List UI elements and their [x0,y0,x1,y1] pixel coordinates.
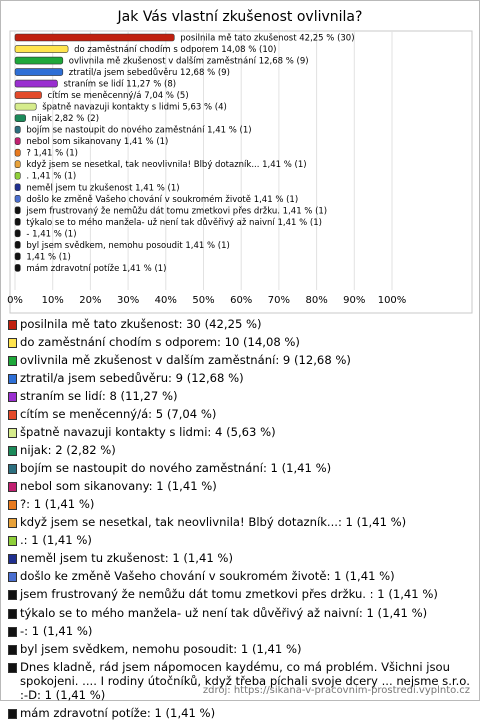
legend-item [8,642,474,656]
bar [15,34,174,41]
legend-swatch [8,320,17,330]
bar [15,115,26,122]
legend-label: nebol som sikanovany: 1 (1,41 %) [20,479,217,494]
legend-label: mám zdravotní potíže: 1 (1,41 %) [20,706,216,721]
bar [15,253,20,260]
legend-item [8,371,474,385]
legend-swatch [8,627,17,637]
x-tick-label: 100% [377,295,407,306]
legend-swatch [8,356,17,366]
legend-item [8,443,474,457]
legend-item [8,569,474,583]
bar [15,126,20,133]
bar [15,195,20,202]
bar-label: mám zdravotní potíže 1,41 % (1) [26,263,167,274]
legend-swatch [8,446,17,456]
bar-label: - 1,41 % (1) [26,229,77,240]
bar [15,161,20,168]
bar-label: ztratil/a jsem sebedůvěru 12,68 % (9) [68,68,230,79]
legend-label: nijak: 2 (2,82 %) [20,443,116,458]
bar-label: došlo ke změně Vašeho chování v soukromém životě 1,41 % (1) [26,194,299,205]
legend-item [8,479,474,493]
legend-label: do zaměstnání chodím s odporem: 10 (14,08 %) [20,335,300,350]
legend-item [8,606,474,620]
legend-swatch [8,554,17,564]
legend-item [8,515,474,529]
legend-label: jsem frustrovaný že nemůžu dát tomu zmetkovi přes držku. : 1 (1,41 %) [20,587,438,602]
legend-label: neměl jsem tu zkušenost: 1 (1,41 %) [20,551,233,566]
bar-label: cítím se meněcenný/á 7,04 % (5) [47,91,189,102]
legend-label: špatně navazuji kontakty s lidmi: 4 (5,63 %) [20,425,276,440]
legend-swatch [8,536,17,546]
legend-swatch [8,338,17,348]
legend-swatch [8,590,17,600]
x-tick-label: 60% [230,295,253,306]
legend-label: týkalo se to mého manžela- už není tak důvěřivý až naivní: 1 (1,41 %) [20,605,428,620]
bar [15,218,20,225]
legend-label: bojím se nastoupit do nového zaměstnání: 1 (1,41 %) [20,461,332,476]
legend-swatch [8,374,17,384]
legend-label: Dnes kladně, rád jsem nápomocen kayd́ému, co má problém. Všichni jsou spokojeni. .... I rodiny útočníků, když třeba píchali svoje dcery ... nejsme s.r.o. :-D: 1 (1,41 %) [20,659,470,703]
legend-swatch [8,428,17,438]
legend-label: posilnila mě tato zkušenost: 30 (42,25 %) [20,317,262,331]
bar-label: jsem frustrovaný že nemůžu dát tomu zmetkovi přes držku. 1,41 % (1) [26,206,328,217]
legend-swatch [8,482,17,492]
legend-swatch [8,410,17,420]
bar [15,69,63,76]
bar [15,138,20,145]
bar-label: bojím se nastoupit do nového zaměstnání 1,41 % (1) [26,125,252,136]
legend-label: -: 1 (1,41 %) [20,623,93,638]
legend-item [8,389,474,403]
legend [8,317,474,724]
x-tick-label: 40% [154,295,177,306]
legend-item [8,587,474,601]
legend-label: došlo ke změně Vašeho chování v soukromém životě: 1 (1,41 %) [20,569,395,584]
legend-item [8,533,474,547]
bar [15,184,20,191]
legend-label: ?: 1 (1,41 %) [20,497,95,512]
legend-item [8,353,474,367]
x-tick-label: 20% [79,295,102,306]
legend-item [8,624,474,638]
legend-label: .: 1 (1,41 %) [20,533,92,548]
bar-label: nijak 2,82 % (2) [31,114,100,125]
legend-label: ovlivnila mě zkušenost v dalším zaměstnání: 9 (12,68 %) [20,353,351,368]
legend-label: byl jsem svědkem, nemohu posoudit: 1 (1,41 %) [20,641,302,656]
bar [15,230,20,237]
legend-swatch [8,500,17,510]
x-tick-label: 80% [305,295,328,306]
source-note: zdroj: https://sikana-v-pracovnim-prostredi.vyplnto.cz [202,685,470,696]
x-tick-label: 0% [7,295,23,306]
x-tick-label: 70% [267,295,291,306]
legend-item [8,317,474,331]
legend-item [8,706,474,720]
bar [15,241,20,248]
bar-label: 1,41 % (1) [26,252,71,263]
bar-label: týkalo se to mého manžela- už není tak důvěřivý až naivní 1,41 % (1) [26,217,322,228]
legend-item [8,335,474,349]
legend-item [8,551,474,565]
bar-label: do zaměstnání chodím s odporem 14,08 % (10) [74,45,277,56]
bar [15,46,68,53]
bar [15,207,20,214]
bar-chart [0,0,480,320]
bar [15,80,57,87]
bar [15,149,20,156]
legend-swatch [8,518,17,528]
bar [15,172,20,179]
bar-label: byl jsem svědkem, nemohu posoudit 1,41 % (1) [26,240,230,251]
x-tick-label: 50% [192,295,215,306]
legend-swatch [8,572,17,582]
bar [15,103,36,110]
legend-label: ztratil/a jsem sebedůvěru: 9 (12,68 %) [20,371,244,386]
bar-label: ? 1,41 % (1) [26,148,78,159]
legend-item [8,425,474,439]
bar-label: neměl jsem tu zkušenost 1,41 % (1) [26,183,180,194]
x-tick-label: 30% [116,295,140,306]
legend-item [8,407,474,421]
legend-label: cítím se meněcenný/á: 5 (7,04 %) [20,407,217,422]
bar-label: špatně navazuji kontakty s lidmi 5,63 % (4) [42,102,227,113]
bar [15,57,63,64]
bar-label: . 1,41 % (1) [26,171,77,182]
x-tick-label: 90% [343,295,366,306]
legend-swatch [8,464,17,474]
legend-item [8,497,474,511]
bar [15,92,42,99]
legend-item [8,660,474,703]
x-tick-label: 10% [41,295,64,306]
bar-label: nebol som sikanovany 1,41 % (1) [26,137,169,148]
bar [15,264,20,271]
legend-swatch [8,663,17,673]
legend-swatch [8,645,17,655]
bar-label: posilnila mě tato zkušenost 42,25 % (30) [180,33,355,44]
legend-label: straním se lidí: 8 (11,27 %) [20,389,178,404]
bar-label: když jsem se nesetkal, tak neovlivnila! Blbý dotazník... 1,41 % (1) [26,160,307,171]
legend-item [8,461,474,475]
chart-title: Jak Vás vlastní zkušenost ovlivnila? [117,9,363,25]
legend-label: když jsem se nesetkal, tak neovlivnila! Blbý dotazník...: 1 (1,41 %) [20,515,407,530]
legend-swatch [8,709,17,719]
legend-swatch [8,609,17,619]
bar-label: straním se lidí 11,27 % (8) [63,79,177,90]
legend-swatch [8,392,17,402]
bar-label: ovlivnila mě zkušenost v dalším zaměstnání 12,68 % (9) [68,56,309,67]
